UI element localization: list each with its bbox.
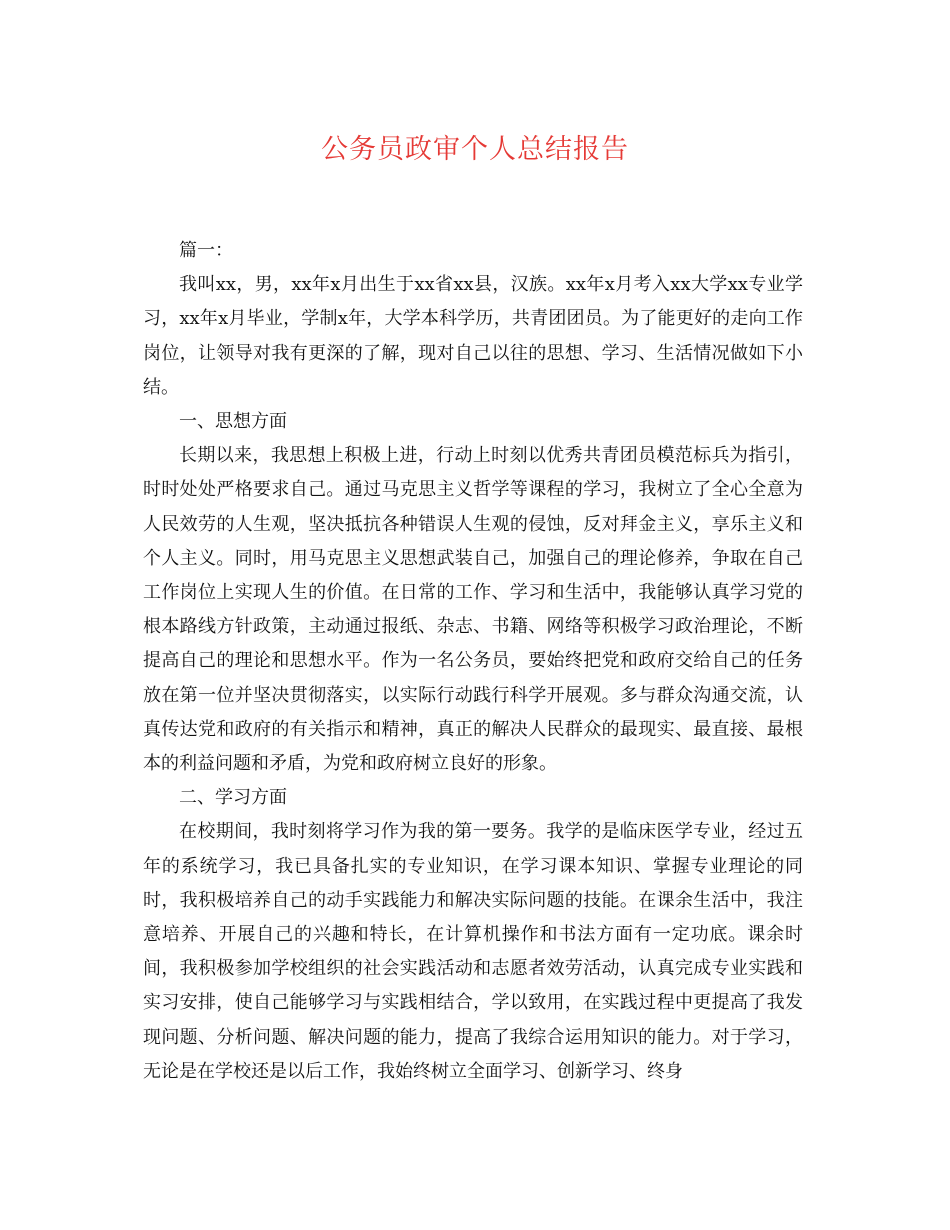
section-heading-study: 二、学习方面 <box>179 787 287 809</box>
document-body <box>143 234 803 1089</box>
paragraph-thought: 长期以来，我思想上积极上进，行动上时刻以优秀共青团员模范标兵为指引，时时处处严格要求自己。通过马克思主义哲学等课程的学习，我树立了全心全意为人民效劳的人生观，坚决抵抗各种错误人生观的侵蚀，反对拜金主义，享乐主义和个人主义。同时，用马克思主义思想武装自己，加强自己的理论修养，争取在自己工作岗位上实现人生的价值。在日常的工作、学习和生活中，我能够认真学习党的根本路线方针政策，主动通过报纸、杂志、书籍、网络等积极学习政治理论，不断提高自己的理论和思想水平。作为一名公务员，要始终把党和政府交给自己的任务放在第一位并坚决贯彻落实，以实际行动践行科学开展观。多与群众沟通交流，认真传达党和政府的有关指示和精神，真正的解决人民群众的最现实、最直接、最根本的利益问题和矛盾，为党和政府树立良好的形象。 <box>143 445 803 775</box>
paragraph-study: 在校期间，我时刻将学习作为我的第一要务。我学的是临床医学专业，经过五年的系统学习，我已具备扎实的专业知识，在学习课本知识、掌握专业理论的同时，我积极培养自己的动手实践能力和解决实际问题的技能。在课余生活中，我注意培养、开展自己的兴趣和特长，在计算机操作和书法方面有一定功底。课余时间，我积极参加学校组织的社会实践活动和志愿者效劳活动，认真完成专业实践和实习安排，使自己能够学习与实践相结合，学以致用，在实践过程中更提高了我发现问题、分析问题、解决问题的能力，提高了我综合运用知识的能力。对于学习，无论是在学校还是以后工作，我始终树立全面学习、创新学习、终身 <box>143 821 803 1082</box>
paragraph-intro: 我叫xx，男，xx年x月出生于xx省xx县，汉族。xx年x月考入xx大学xx专业学习，xx年x月毕业，学制x年，大学本科学历，共青团团员。为了能更好的走向工作岗位，让领导对我有更深的了解，现对自己以往的思想、学习、生活情况做如下小结。 <box>143 274 803 398</box>
section-heading-thought: 一、思想方面 <box>179 411 287 433</box>
document-title: 公务员政审个人总结报告 <box>321 134 629 165</box>
paragraph-heading-part1: 篇一： <box>179 240 233 261</box>
